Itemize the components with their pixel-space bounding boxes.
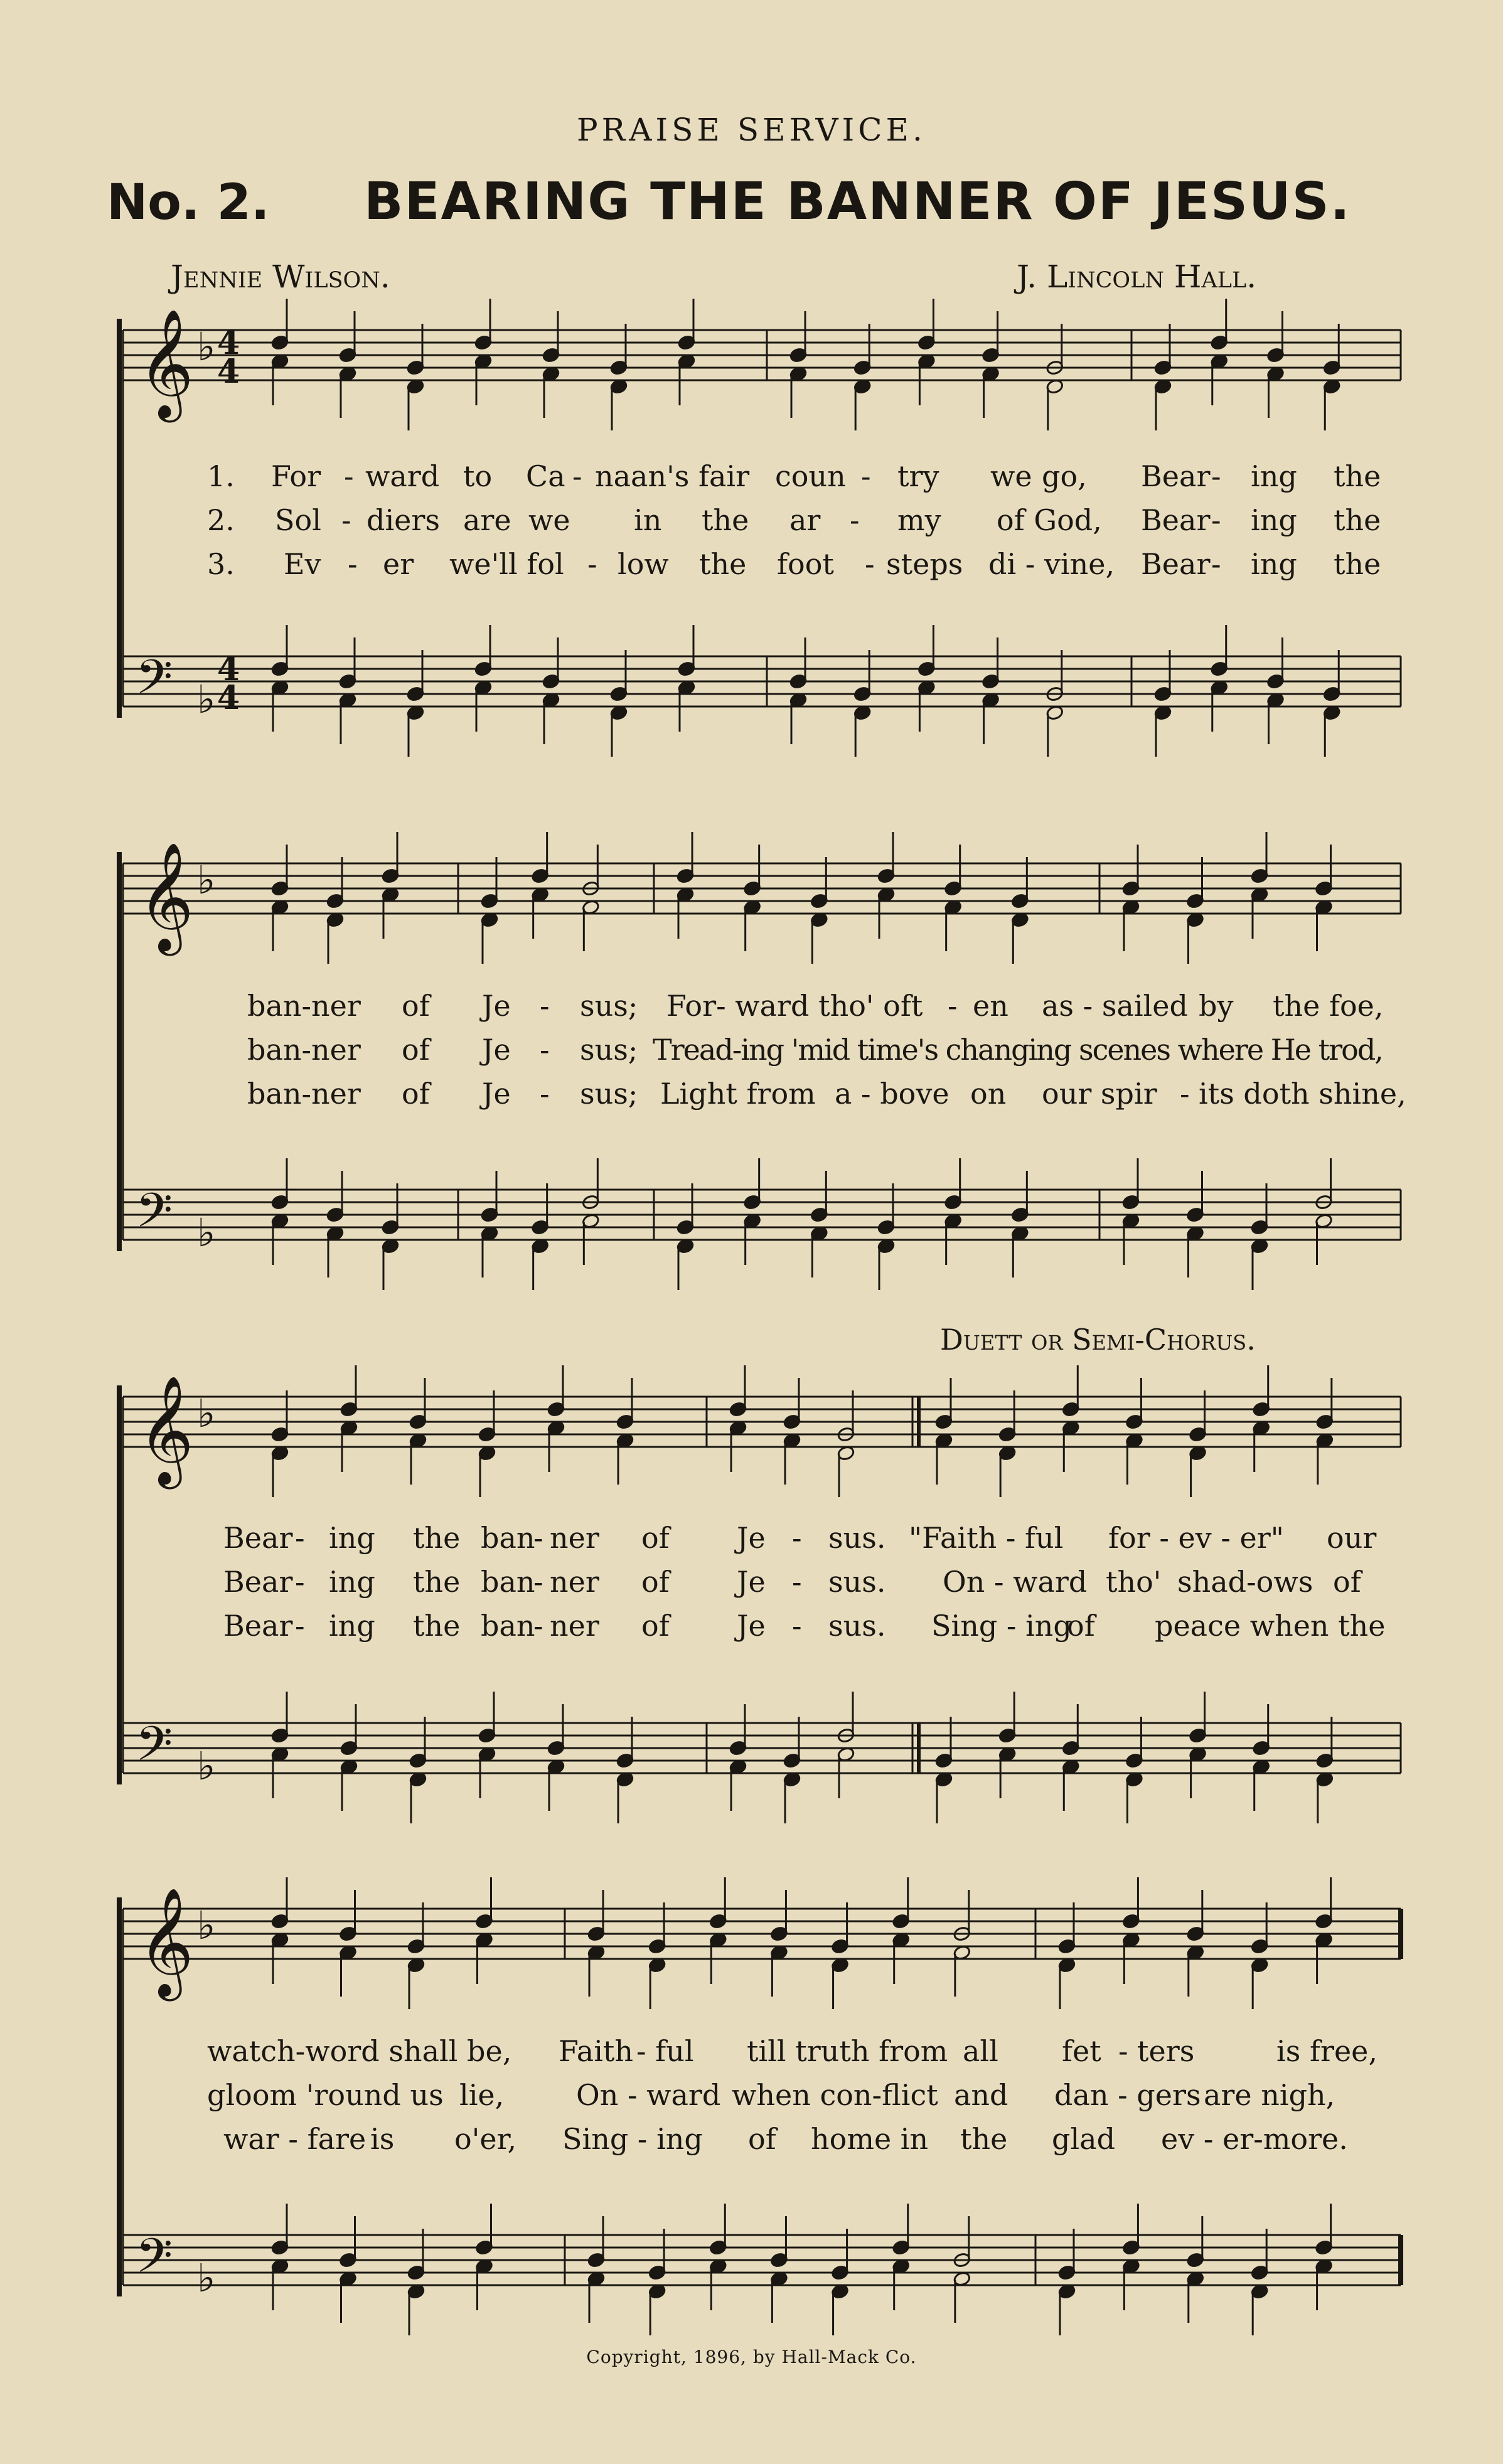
lyric-word: of (641, 1565, 670, 1599)
lyric-word: Je (737, 1521, 766, 1555)
flat-icon: ♭ (197, 1743, 216, 1789)
lyric-word: the (960, 2122, 1008, 2156)
bass-clef-icon: 𝄢 (136, 649, 173, 717)
lyric-word: - (540, 989, 550, 1023)
lyric-word: in (634, 503, 662, 537)
lyric-line (0, 989, 1503, 1027)
lyric-word: to (463, 459, 493, 493)
lyric-word: go, (1042, 459, 1087, 493)
lyric-word: Light from (660, 1077, 816, 1111)
time-signature-top: 4 (217, 324, 240, 362)
lyric-word: of (1067, 1609, 1095, 1643)
lyric-word: - (533, 1565, 543, 1599)
lyric-word: dan - gers (1054, 2078, 1201, 2112)
lyric-word: as - sailed (1042, 989, 1188, 1023)
lyric-word: sus. (828, 1609, 886, 1643)
lyric-word: - (533, 1609, 543, 1643)
lyric-word: the (1334, 459, 1381, 493)
lyric-word: - (1211, 547, 1221, 581)
bass-clef-icon: 𝄢 (136, 1183, 173, 1250)
lyric-word: of (641, 1521, 670, 1555)
lyric-word: ar (789, 503, 821, 537)
lyric-line (0, 2122, 1503, 2160)
lyric-word: Bear (1141, 547, 1211, 581)
lyric-word: - (572, 459, 582, 493)
lyric-word: - (850, 503, 860, 537)
lyric-word: all (963, 2034, 998, 2068)
lyric-word: - ful (636, 2034, 694, 2068)
lyric-word: and (954, 2078, 1008, 2112)
lyric-word: Sol (275, 503, 321, 537)
lyric-word: ner (550, 1565, 599, 1599)
lyric-word: ing (329, 1565, 375, 1599)
treble-clef-icon: 𝄞 (138, 842, 194, 951)
lyric-word: o'er, (454, 2122, 517, 2156)
lyric-word: till truth from (747, 2034, 948, 2068)
lyric-word: 2. (207, 503, 235, 537)
lyric-word: low (618, 547, 669, 581)
lyric-word: on (970, 1077, 1007, 1111)
lyric-word: home in (811, 2122, 929, 2156)
lyricist-credit: Jennie Wilson. (171, 259, 390, 295)
lyric-word: en (973, 989, 1008, 1023)
flat-icon: ♭ (197, 1390, 216, 1436)
lyric-word: - (295, 1565, 305, 1599)
duett-label: Duett or Semi-Chorus. (940, 1323, 1256, 1357)
lyric-word: ban-ner (247, 1033, 361, 1067)
lyric-word: sus. (828, 1521, 886, 1555)
lyric-word: On - ward (576, 2078, 721, 2112)
section-heading: PRAISE SERVICE. (577, 112, 926, 148)
lyric-word: sus. (828, 1565, 886, 1599)
hymn-title: BEARING THE BANNER OF JESUS. (364, 172, 1351, 232)
flat-icon: ♭ (197, 676, 216, 722)
copyright-notice: Copyright, 1896, by Hall-Mack Co. (586, 2347, 917, 2367)
lyric-word: Ca (526, 459, 565, 493)
lyric-word: Bear (223, 1609, 293, 1643)
flat-icon: ♭ (197, 1902, 216, 1948)
lyric-word: Faith (559, 2034, 634, 2068)
lyric-word: are (463, 503, 511, 537)
lyric-line (0, 1565, 1503, 1603)
lyric-word: ban (481, 1565, 535, 1599)
lyric-word: the foe, (1273, 989, 1384, 1023)
lyric-word: - (344, 459, 354, 493)
flat-icon: ♭ (197, 1210, 216, 1256)
lyric-word: for - ev - er" (1108, 1521, 1284, 1555)
lyric-word: ner (550, 1521, 599, 1555)
time-signature-bottom: 4 (217, 353, 240, 391)
lyric-word: by (1199, 989, 1234, 1023)
lyric-word: - (948, 989, 958, 1023)
lyric-word: ban (481, 1521, 535, 1555)
lyric-word: On - ward (943, 1565, 1088, 1599)
lyric-word: the (413, 1521, 461, 1555)
lyric-word: - (533, 1521, 543, 1555)
lyric-word: - (865, 547, 875, 581)
lyric-word: Je (737, 1565, 766, 1599)
lyric-word: its doth shine, (1199, 1077, 1406, 1111)
lyric-word: of (402, 989, 430, 1023)
lyric-word: steps (886, 547, 963, 581)
lyric-word: naan's fair (595, 459, 750, 493)
lyric-word: of (402, 1077, 430, 1111)
lyric-word: - (1180, 1077, 1190, 1111)
lyric-word: foot (777, 547, 834, 581)
lyric-line (0, 2034, 1503, 2072)
lyric-word: are nigh, (1204, 2078, 1335, 2112)
lyric-word: ing (329, 1521, 375, 1555)
lyric-word: - (540, 1033, 550, 1067)
lyric-word: of (1333, 1565, 1361, 1599)
lyric-line (0, 459, 1503, 497)
lyric-line (0, 503, 1503, 541)
lyric-word: - (792, 1521, 802, 1555)
time-signature-bottom: 4 (217, 679, 240, 717)
flat-icon: ♭ (197, 857, 216, 903)
lyric-line (0, 1521, 1503, 1559)
lyric-word: - (341, 503, 351, 537)
lyric-word: Ev (284, 547, 321, 581)
lyric-word: ward (365, 459, 440, 493)
lyric-word: we (990, 459, 1032, 493)
lyric-word: our (1327, 1521, 1377, 1555)
lyric-word: Je (482, 989, 511, 1023)
lyric-line (0, 2078, 1503, 2116)
lyric-word: - (295, 1521, 305, 1555)
lyric-word: Tread-ing 'mid time's changing scenes where He trod, (653, 1033, 1383, 1067)
lyric-word: when con-flict (732, 2078, 938, 2112)
lyric-word: For (271, 459, 321, 493)
lyric-word: "Faith - ful (909, 1521, 1064, 1555)
lyric-word: the (1334, 503, 1381, 537)
lyric-line (0, 547, 1503, 585)
lyric-word: is (370, 2122, 395, 2156)
lyric-word: glad (1052, 2122, 1116, 2156)
lyric-word: coun (775, 459, 846, 493)
lyric-word: - (295, 1609, 305, 1643)
lyric-word: ing (1251, 547, 1297, 581)
lyric-word: our spir (1042, 1077, 1157, 1111)
lyric-word: of (748, 2122, 776, 2156)
lyric-word: - (1118, 2034, 1128, 2068)
lyric-word: Sing - ing (931, 1609, 1072, 1643)
lyric-word: er (383, 547, 414, 581)
treble-clef-icon: 𝄞 (138, 309, 194, 418)
lyric-word: watch-word shall be, (207, 2034, 512, 2068)
lyric-word: ing (329, 1609, 375, 1643)
lyric-word: we'll fol (449, 547, 564, 581)
lyric-word: Sing - ing (562, 2122, 703, 2156)
lyric-word: we (528, 503, 570, 537)
lyric-word: ban-ner (247, 989, 361, 1023)
lyric-word: - (348, 547, 358, 581)
lyric-word: of God, (997, 503, 1102, 537)
lyric-word: sus; (580, 1077, 638, 1111)
lyric-word: the (699, 547, 747, 581)
lyric-word: a - bove (835, 1077, 949, 1111)
lyric-word: - (792, 1609, 802, 1643)
lyric-word: Je (482, 1077, 511, 1111)
lyric-word: war - fare (223, 2122, 366, 2156)
lyric-word: the (1334, 547, 1381, 581)
lyric-word: sus; (580, 989, 638, 1023)
lyric-word: 3. (207, 547, 235, 581)
lyric-word: Bear (223, 1521, 293, 1555)
lyric-word: the (413, 1609, 461, 1643)
lyric-word: shad-ows (1177, 1565, 1313, 1599)
hymn-number: No. 2. (107, 174, 270, 231)
lyric-word: ner (550, 1609, 599, 1643)
lyric-word: - (861, 459, 871, 493)
lyric-word: 1. (207, 459, 235, 493)
lyric-word: my (897, 503, 941, 537)
lyric-line (0, 1609, 1503, 1646)
lyric-word: sus; (580, 1033, 638, 1067)
lyric-word: Bear (1141, 459, 1211, 493)
lyric-word: tho' (1106, 1565, 1162, 1599)
lyric-word: For- ward tho' oft (666, 989, 923, 1023)
flat-icon: ♭ (197, 324, 216, 370)
lyric-word: - (587, 547, 597, 581)
lyric-word: diers (366, 503, 440, 537)
bass-clef-icon: 𝄢 (136, 1716, 173, 1783)
lyric-word: Bear (223, 1565, 293, 1599)
bass-clef-icon: 𝄢 (136, 2228, 173, 2295)
lyric-word: ban-ner (247, 1077, 361, 1111)
lyric-word: the (413, 1565, 461, 1599)
lyric-word: - (1211, 459, 1221, 493)
lyric-line (0, 1033, 1503, 1070)
lyric-word: fet (1062, 2034, 1101, 2068)
lyric-word: of (641, 1609, 670, 1643)
lyric-word: - (540, 1077, 550, 1111)
lyric-word: Je (737, 1609, 766, 1643)
lyric-word: ban (481, 1609, 535, 1643)
lyric-word: - (1211, 503, 1221, 537)
lyric-word: - (792, 1565, 802, 1599)
treble-clef-icon: 𝄞 (138, 1887, 194, 1997)
lyric-word: di - vine, (988, 547, 1115, 581)
lyric-word: the (702, 503, 749, 537)
lyric-word: lie, (459, 2078, 505, 2112)
lyric-word: of (402, 1033, 430, 1067)
time-signature-top: 4 (217, 650, 240, 688)
lyric-word: ing (1251, 503, 1297, 537)
lyric-word: ev - er-more. (1161, 2122, 1348, 2156)
lyric-word: gloom 'round us (207, 2078, 444, 2112)
lyric-line (0, 1077, 1503, 1114)
lyric-word: peace when the (1155, 1609, 1386, 1643)
lyric-word: is free, (1276, 2034, 1378, 2068)
lyric-word: ters (1137, 2034, 1195, 2068)
lyric-word: Bear (1141, 503, 1211, 537)
lyric-word: ing (1251, 459, 1297, 493)
lyric-word: Je (482, 1033, 511, 1067)
flat-icon: ♭ (197, 2255, 216, 2301)
lyric-word: try (897, 459, 939, 493)
composer-credit: J. Lincoln Hall. (1017, 259, 1257, 295)
treble-clef-icon: 𝄞 (138, 1375, 194, 1485)
